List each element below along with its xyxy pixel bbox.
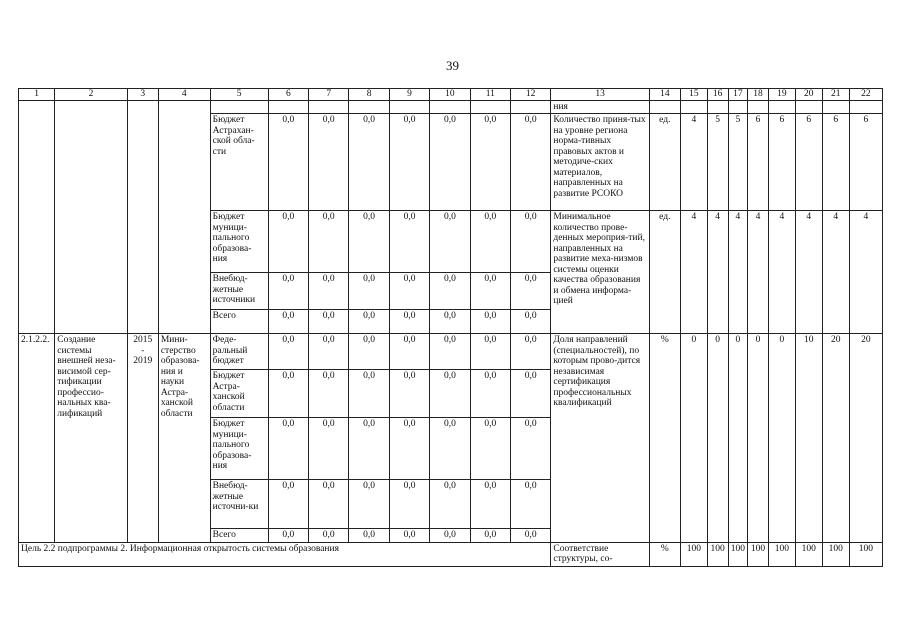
header-row <box>19 89 883 101</box>
col-header: 21 <box>822 89 849 101</box>
col-header: 22 <box>849 89 882 101</box>
funding-source: Феде-ральный бюджет <box>210 334 268 370</box>
indicator-text: Минимальное количество прове-денных мероприя-тий, направленных на развитие меха-низмов системы оценки качества образования и обмена информа-цией <box>551 211 649 334</box>
col-header: 10 <box>430 89 470 101</box>
measure-period: 2015 - 2019 <box>127 334 158 543</box>
col-header: 18 <box>748 89 769 101</box>
col-header: 19 <box>768 89 795 101</box>
continuation-row <box>19 100 883 114</box>
funding-source: Бюджет Астра-ханской области <box>210 370 268 418</box>
funding-source: Всего <box>210 310 268 334</box>
col-header: 16 <box>707 89 728 101</box>
indicator-text: Соответствие структуры, со- <box>551 542 649 566</box>
measure-name: Создание системы внешней неза-висимой сер-тификации профессио-нальных ква-лификаций <box>55 334 128 543</box>
table-row: Внебюд-жетные источники 0,0 0,0 0,0 0,0 0,0 0,0 0,0 <box>19 273 883 310</box>
page-number: 39 <box>446 58 459 73</box>
indicator-text: Доля направлений (специальностей), по которым прово-дится независимая сертификация профессиональных квалификаций <box>551 334 649 543</box>
table-row: Всего 0,0 0,0 0,0 0,0 0,0 0,0 0,0 <box>19 310 883 334</box>
col-header: 7 <box>309 89 349 101</box>
col-header: 8 <box>349 89 389 101</box>
table-row: Внебюд-жетные источни-ки 0,0 0,0 0,0 0,0 0,0 0,0 0,0 <box>19 480 883 529</box>
col-header: 13 <box>551 89 649 101</box>
col-header: 14 <box>649 89 680 101</box>
funding-source: Внебюд-жетные источники <box>210 273 268 310</box>
col-header: 9 <box>389 89 429 101</box>
col-header: 17 <box>728 89 748 101</box>
table-row: Бюджет Астрахан-ской обла-сти 0,0 0,0 0,0 0,0 0,0 0,0 0,0 Количество приня-тых на уровне региона норма-тивных правовых актов и методиче-ских материалов, направленных на развитие РСОКО ед. 4 5 5 6 6 6 6 6 <box>19 114 883 211</box>
table-row: Бюджет муници-пального образова-ния 0,0 0,0 0,0 0,0 0,0 0,0 0,0 Минимальное количество прове-денных мероприя-тий, направленных на развитие меха-низмов системы оценки качества образования и обмена информа-цией ед. 4 4 4 4 4 4 4 4 <box>19 211 883 273</box>
col-header: 2 <box>55 89 128 101</box>
col-header: 6 <box>268 89 308 101</box>
program-table <box>18 88 883 567</box>
table-row: 2.1.2.2. Создание системы внешней неза-висимой сер-тификации профессио-нальных ква-лификаций 2015 - 2019 Мини-стерство образова-ния и науки Астра-ханской области Феде-ральный бюджет 0,0 0,0 0,0 0,0 0,0 0,0 0,0 Доля направлений (специальностей), по которым прово-дится независимая сертификация профессиональных квалификаций % 0 0 0 0 0 10 20 20 <box>19 334 883 370</box>
funding-source: Бюджет муници-пального образова-ния <box>210 211 268 273</box>
col-header: 4 <box>158 89 210 101</box>
table-row: Бюджет Астра-ханской области 0,0 0,0 0,0 0,0 0,0 0,0 0,0 <box>19 370 883 418</box>
col-header: 5 <box>210 89 268 101</box>
col-header: 11 <box>470 89 510 101</box>
col-header: 20 <box>795 89 822 101</box>
col-header: 3 <box>127 89 158 101</box>
measure-executor: Мини-стерство образова-ния и науки Астра-ханской области <box>158 334 210 543</box>
goal-row: Цель 2.2 подпрограммы 2. Информационная открытость системы образования Соответствие структуры, со- % 100 100 100 100 100 100 100 100 <box>19 542 883 566</box>
goal-text: Цель 2.2 подпрограммы 2. Информационная открытость системы образования <box>19 542 551 566</box>
table-row: Бюджет муници-пального образова-ния 0,0 0,0 0,0 0,0 0,0 0,0 0,0 <box>19 418 883 480</box>
funding-source: Бюджет муници-пального образова-ния <box>210 418 268 480</box>
col-header: 12 <box>510 89 550 101</box>
col-header: 1 <box>19 89 55 101</box>
funding-source: Бюджет Астрахан-ской обла-сти <box>210 114 268 211</box>
indicator-continuation: ния <box>551 100 649 114</box>
col-header: 15 <box>680 89 707 101</box>
funding-source: Внебюд-жетные источни-ки <box>210 480 268 529</box>
funding-source: Всего <box>210 529 268 543</box>
measure-code: 2.1.2.2. <box>19 334 55 543</box>
indicator-text: Количество приня-тых на уровне региона норма-тивных правовых актов и методиче-ских материалов, направленных на развитие РСОКО <box>551 114 649 211</box>
table-row: Всего 0,0 0,0 0,0 0,0 0,0 0,0 0,0 <box>19 529 883 543</box>
